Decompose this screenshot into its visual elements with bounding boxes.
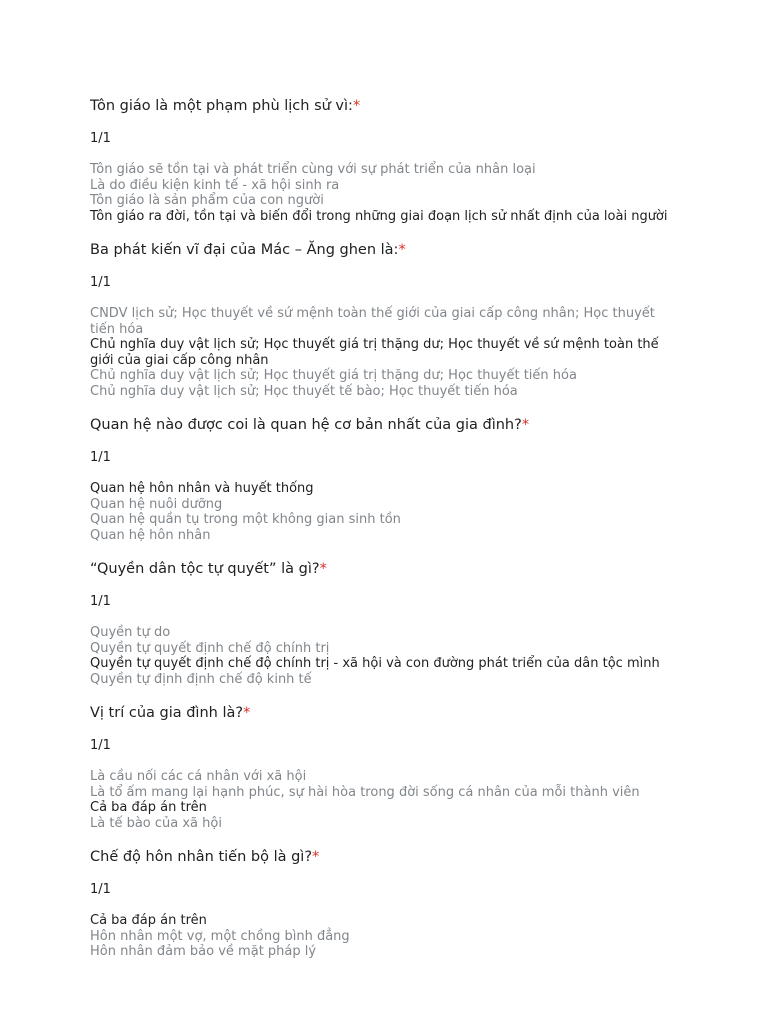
answer-option: Quyền tự định định chế độ kinh tế: [90, 671, 312, 687]
answer-option: Tôn giáo sẽ tồn tại và phát triển cùng với sự phát triển của nhân loại: [90, 162, 536, 177]
answer-option: Là tổ ấm mang lại hạnh phúc, sự hài hòa trong đời sống cá nhân của mỗi thành viên: [90, 784, 640, 800]
answer-option: Chủ nghĩa duy vật lịch sử; Học thuyết tế bào; Học thuyết tiến hóa: [90, 383, 518, 399]
answer-options: [90, 769, 678, 831]
question-title: Tôn giáo là một phạm phù lịch sử vì:*: [90, 98, 361, 114]
question-title: “Quyền dân tộc tự quyết” là gì?*: [90, 561, 327, 577]
required-mark: *: [352, 98, 361, 114]
answer-option-selected: Tôn giáo ra đời, tồn tại và biến đổi trong những giai đoạn lịch sử nhất định của loài người: [90, 208, 668, 224]
answer-option: Quan hệ nuôi dưỡng: [90, 496, 223, 512]
required-mark: *: [521, 417, 530, 433]
required-mark: *: [319, 561, 327, 577]
answer-option-selected: Chủ nghĩa duy vật lịch sử; Học thuyết giá trị thặng dư; Học thuyết về sứ mệnh toàn thế giới của giai cấp công nhân: [90, 337, 659, 368]
question-score: 1/1: [90, 131, 111, 146]
answer-option-selected: Quyền tự quyết định chế độ chính trị - xã hội và con đường phát triển của dân tộc mình: [90, 656, 660, 671]
required-mark: *: [398, 242, 406, 258]
answer-option: CNDV lịch sử; Học thuyết về sứ mệnh toàn thế giới của giai cấp công nhân; Học thuyết tiến hóa: [90, 306, 655, 337]
answer-option: Quan hệ hôn nhân: [90, 527, 211, 543]
required-mark: *: [312, 849, 320, 865]
answer-option: Tôn giáo là sản phẩm của con người: [90, 193, 324, 208]
question-score: 1/1: [90, 275, 111, 290]
question-title: Chế độ hôn nhân tiến bộ là gì?*: [90, 849, 320, 865]
question-block: [90, 703, 678, 831]
answer-options: [90, 306, 678, 399]
question-score: 1/1: [90, 594, 111, 609]
question-score: 1/1: [90, 738, 111, 753]
answer-option-selected: Cả ba đáp án trên: [90, 913, 207, 928]
answer-option-selected: Cả ba đáp án trên: [90, 800, 207, 815]
answer-option: Là do điều kiện kinh tế - xã hội sinh ra: [90, 177, 340, 193]
answer-option: Quyền tự do: [90, 625, 171, 640]
question-title: Quan hệ nào được coi là quan hệ cơ bản nhất của gia đình?*: [90, 417, 530, 433]
answer-options: [90, 913, 678, 960]
question-score: 1/1: [90, 450, 111, 465]
question-block: [90, 847, 678, 960]
answer-option: Quan hệ quần tụ trong một không gian sinh tồn: [90, 512, 401, 527]
answer-options: [90, 162, 678, 224]
question-title: Vị trí của gia đình là?*: [90, 705, 251, 721]
answer-option: Quyền tự quyết định chế độ chính trị: [90, 640, 330, 656]
required-mark: *: [243, 705, 251, 721]
answer-option: Hôn nhân một vợ, một chồng bình đẳng: [90, 928, 350, 944]
answer-options: [90, 625, 678, 687]
answer-option: Hôn nhân đảm bảo về mặt pháp lý: [90, 944, 317, 959]
answer-option: Là cầu nối các cá nhân với xã hội: [90, 769, 307, 784]
question-score: 1/1: [90, 882, 111, 897]
question-block: [90, 240, 678, 399]
question-block: [90, 559, 678, 687]
question-block: [90, 96, 678, 224]
answer-option: Là tế bào của xã hội: [90, 815, 222, 831]
answer-option-selected: Quan hệ hôn nhân và huyết thống: [90, 481, 314, 496]
answer-option: Chủ nghĩa duy vật lịch sử; Học thuyết giá trị thặng dư; Học thuyết tiến hóa: [90, 368, 577, 383]
answer-options: [90, 481, 678, 543]
question-block: [90, 415, 678, 543]
question-title: Ba phát kiến vĩ đại của Mác – Ăng ghen là:*: [90, 242, 406, 258]
